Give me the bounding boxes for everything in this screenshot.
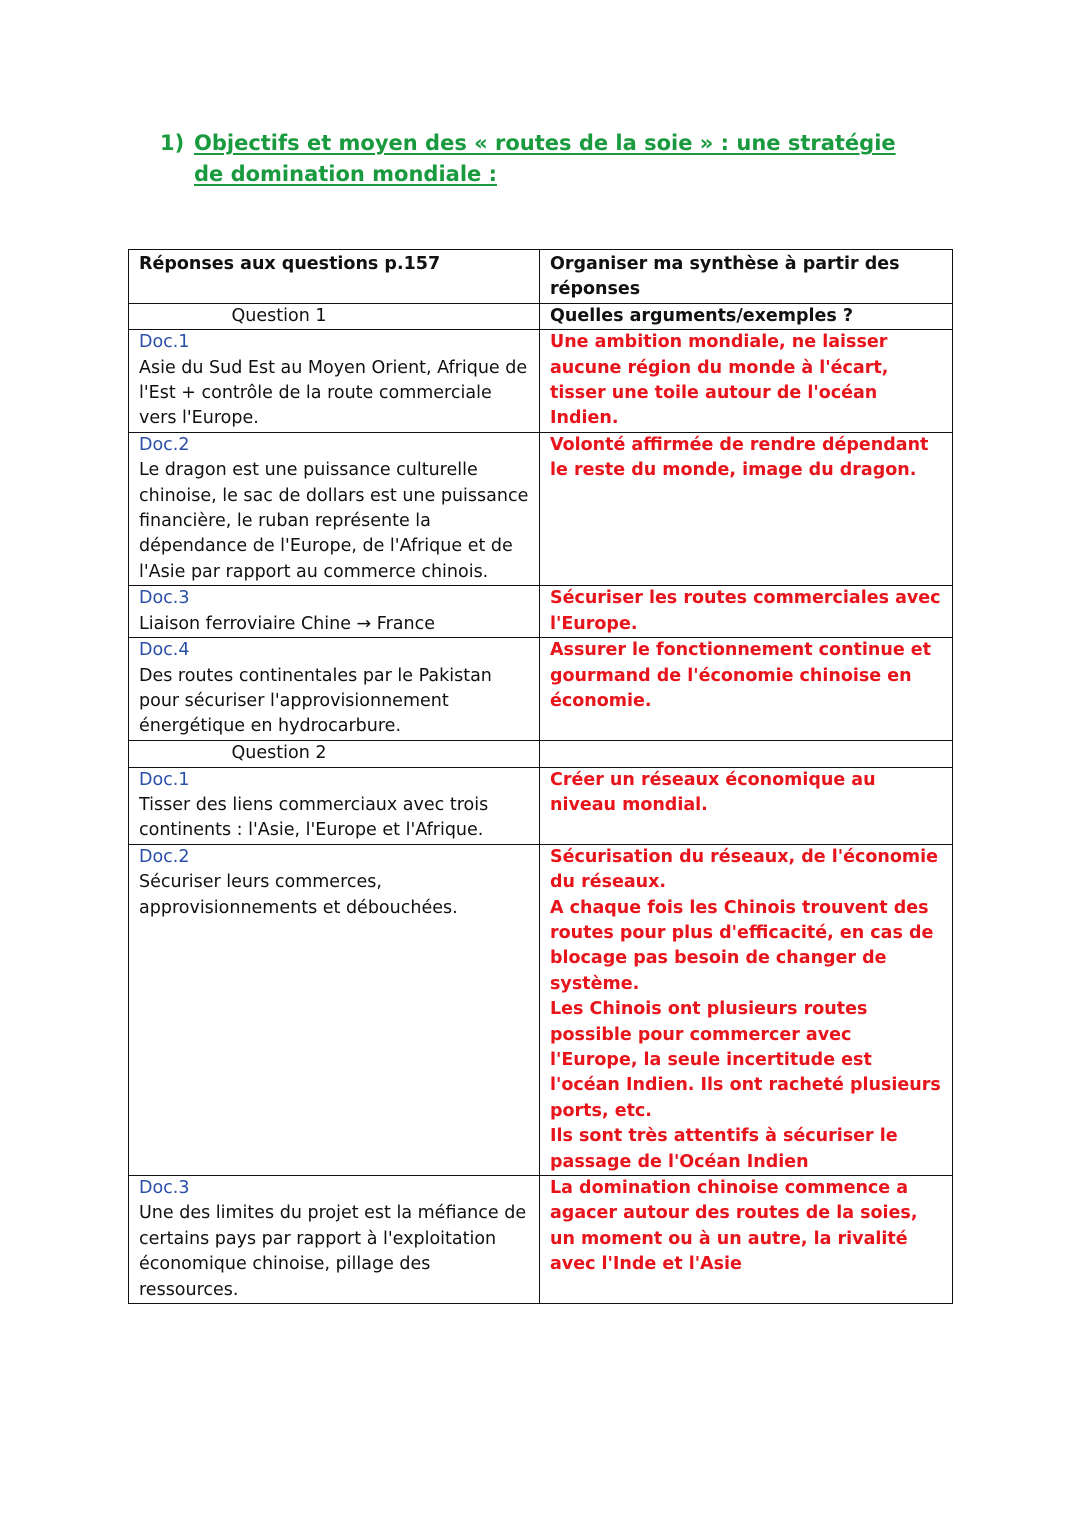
question-1-label: Question 1 — [129, 303, 540, 329]
left-cell — [129, 1176, 540, 1304]
answer-text: Sécuriser leurs commerces, approvisionnements et débouchées. — [139, 872, 458, 918]
left-cell — [129, 638, 540, 741]
left-cell — [129, 586, 540, 638]
answer-text: Tisser des liens commerciaux avec trois continents : l'Asie, l'Europe et l'Afrique. — [139, 794, 489, 841]
answer-text: Le dragon est une puissance culturelle chinoise, le sac de dollars est une puissance financière, le ruban représente la dépendance de l'Europe, de l'Afrique et de l'Asie par rapport au commerce chinois. — [139, 460, 529, 582]
table-row — [129, 638, 953, 741]
question-row — [129, 741, 953, 767]
question-2-label: Question 2 — [129, 741, 540, 767]
table-row — [129, 586, 953, 638]
table-header-row — [129, 250, 953, 304]
left-cell — [129, 432, 540, 585]
arguments-label: Quelles arguments/exemples ? — [540, 303, 953, 329]
doc-label: Doc.3 — [139, 588, 190, 609]
header-right: Organiser ma synthèse à partir des réponses — [540, 250, 953, 304]
doc-label: Doc.1 — [139, 769, 190, 790]
table-row — [129, 1176, 953, 1304]
table-row — [129, 432, 953, 585]
synthesis-line: A chaque fois les Chinois trouvent des routes pour plus d'efficacité, en cas de blocage pas besoin de changer de système. — [550, 897, 934, 994]
answer-text: Asie du Sud Est au Moyen Orient, Afrique de l'Est + contrôle de la route commerciale vers l'Europe. — [139, 357, 528, 429]
synthesis-text: La domination chinoise commence a agacer autour des routes de la soies, un moment ou à un autre, la rivalité avec l'Inde et l'Asie — [540, 1176, 953, 1304]
doc-label: Doc.3 — [139, 1178, 190, 1198]
table-row — [129, 330, 953, 433]
header-left: Réponses aux questions p.157 — [129, 250, 540, 304]
answer-text: Des routes continentales par le Pakistan pour sécuriser l'approvisionnement énergétique en hydrocarbure. — [139, 665, 492, 737]
synthesis-line: Sécurisation du réseaux, de l'économie du réseaux. — [550, 846, 938, 893]
answer-text: Liaison ferroviaire Chine → France — [139, 613, 435, 634]
synthesis-table — [128, 249, 953, 1304]
synthesis-line: Ils sont très attentifs à sécuriser le passage de l'Océan Indien — [550, 1126, 898, 1172]
synthesis-text: Sécuriser les routes commerciales avec l'Europe. — [540, 586, 953, 638]
synthesis-text: Créer un réseaux économique au niveau mondial. — [540, 767, 953, 844]
doc-label: Doc.4 — [139, 640, 190, 661]
synthesis-text: Assurer le fonctionnement continue et gourmand de l'économie chinoise en économie. — [540, 638, 953, 741]
section-heading — [160, 128, 920, 190]
synthesis-line: Les Chinois ont plusieurs routes possible pour commercer avec l'Europe, la seule incertitude est l'océan Indien. Ils ont racheté plusieurs ports, etc. — [550, 999, 941, 1121]
doc-label: Doc.2 — [139, 846, 190, 867]
left-cell — [129, 844, 540, 1175]
empty-cell — [540, 741, 953, 767]
table-row — [129, 767, 953, 844]
synthesis-text: Volonté affirmée de rendre dépendant le reste du monde, image du dragon. — [540, 432, 953, 585]
doc-label: Doc.1 — [139, 332, 190, 353]
synthesis-text: Une ambition mondiale, ne laisser aucune région du monde à l'écart, tisser une toile autour de l'océan Indien. — [540, 330, 953, 433]
doc-label: Doc.2 — [139, 434, 190, 455]
left-cell — [129, 767, 540, 844]
left-cell — [129, 330, 540, 433]
synthesis-cell — [540, 844, 953, 1175]
answer-text: Une des limites du projet est la méfiance de certains pays par rapport à l'exploitation économique chinoise, pillage des ressources. — [139, 1203, 527, 1300]
section-number: 1) — [160, 131, 185, 155]
section-title: Objectifs et moyen des « routes de la soie » : une stratégie de domination mondiale : — [194, 131, 896, 186]
question-row — [129, 303, 953, 329]
table-row — [129, 844, 953, 1175]
